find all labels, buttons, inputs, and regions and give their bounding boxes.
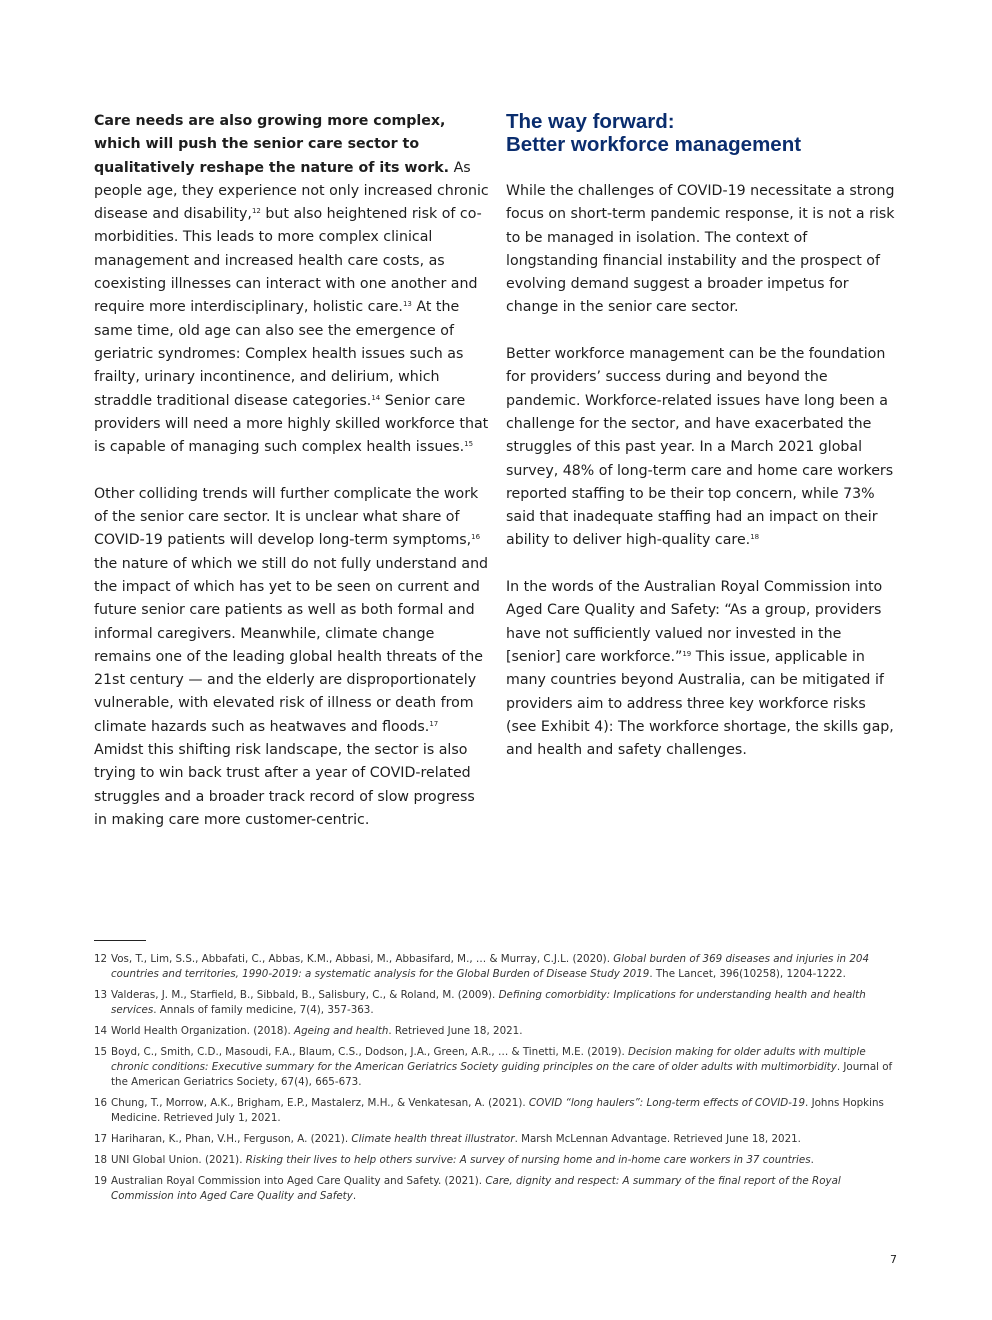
footnote-number: 12 xyxy=(94,953,108,965)
left-paragraph-2 xyxy=(94,483,489,832)
footnote xyxy=(94,1153,894,1168)
heading-line-1: The way forward: xyxy=(506,110,675,133)
footnote-ref[interactable]: 13 xyxy=(402,300,412,309)
footnote-authors: Australian Royal Commission into Aged Care Quality and Safety. (2021). xyxy=(111,1175,486,1187)
footnote-ref[interactable]: 15 xyxy=(464,440,474,449)
footnote-authors: UNI Global Union. (2021). xyxy=(111,1154,246,1166)
left-paragraph-1 xyxy=(94,110,489,459)
footnote-ref[interactable]: 19 xyxy=(682,649,692,658)
footnote-authors: Valderas, J. M., Starfield, B., Sibbald, B., Salisbury, C., & Roland, M. (2009). xyxy=(111,989,499,1001)
footnote-source: . Johns Hopkins Medicine. Retrieved July 1, 2021. xyxy=(111,1097,884,1124)
footnote xyxy=(94,1132,894,1147)
footnote-ref[interactable]: 18 xyxy=(750,533,760,542)
body-text: Amidst this shifting risk landscape, the sector is also trying to win back trust after a year of COVID-related struggles and a broader track record of slow progress in making care more customer-centric. xyxy=(94,742,475,828)
footnote-number: 16 xyxy=(94,1097,108,1109)
footnote-authors: Boyd, C., Smith, C.D., Masoudi, F.A., Blaum, C.S., Dodson, J.A., Green, A.R., … & Tinetti, M.E. (2019). xyxy=(111,1046,629,1058)
footnote-number: 13 xyxy=(94,989,108,1001)
footnote-source: . xyxy=(352,1190,357,1202)
body-text: At the same time, old age can also see the emergence of geriatric syndromes: Complex health issues such as frailty, urinary incontinence, and delirium, which straddle traditional disease categories. xyxy=(94,299,464,409)
footnote-number: 14 xyxy=(94,1025,108,1037)
right-paragraph-2 xyxy=(506,343,898,553)
footnote xyxy=(94,1024,894,1039)
body-text: Better workforce management can be the foundation for providers’ success during and beyond the pandemic. Workforce-related issues have long been a challenge for the sector, and have exacerbated the struggles of this past year. In a March 2021 global survey, 48% of long-term care and home care workers reported staffing to be their top concern, while 73% said that inadequate staffing had an impact on their ability to deliver high-quality care. xyxy=(506,346,894,549)
body-text: Senior care providers will need a more highly skilled workforce that is capable of managing such complex health issues. xyxy=(94,392,489,456)
footnote-source: . Journal of the American Geriatrics Society, 67(4), 665-673. xyxy=(111,1061,893,1088)
body-text: Other colliding trends will further complicate the work of the senior care sector. It is unclear what share of COVID-19 patients will develop long-term symptoms, xyxy=(94,485,479,549)
footnote-authors: World Health Organization. (2018). xyxy=(111,1025,295,1037)
footnote-title: Risking their lives to help others survive: A survey of nursing home and in-home care workers in 37 countries xyxy=(245,1154,811,1166)
body-text: but also heightened risk of co-morbidities. This leads to more complex clinical management and increased health care costs, as coexisting illnesses can interact with one another and require more interdisciplinary, holistic care. xyxy=(94,206,482,316)
footnote-ref[interactable]: 12 xyxy=(251,207,261,216)
footnote-title: Defining comorbidity: Implications for understanding health and health services xyxy=(111,989,866,1016)
right-column xyxy=(506,110,898,786)
footnote-source: . Marsh McLennan Advantage. Retrieved June 18, 2021. xyxy=(514,1133,801,1145)
footnote xyxy=(94,1096,894,1126)
footnote-source: . The Lancet, 396(10258), 1204-1222. xyxy=(649,968,846,980)
footnote xyxy=(94,952,894,982)
footnote-source: . Annals of family medicine, 7(4), 357-363. xyxy=(153,1004,374,1016)
footnote-title: Ageing and health xyxy=(294,1025,389,1037)
footnote-title: Care, dignity and respect: A summary of the final report of the Royal Commission into Aged Care Quality and Safety xyxy=(111,1175,841,1202)
left-column xyxy=(94,110,489,856)
footnote-number: 15 xyxy=(94,1046,108,1058)
footnote-authors: Hariharan, K., Phan, V.H., Ferguson, A. (2021). xyxy=(111,1133,352,1145)
footnote-authors: Chung, T., Morrow, A.K., Brigham, E.P., Mastalerz, M.H., & Venkatesan, A. (2021). xyxy=(111,1097,529,1109)
footnote-number: 17 xyxy=(94,1133,108,1145)
lead-sentence: Care needs are also growing more complex, which will push the senior care sector to qualitatively reshape the nature of its work. xyxy=(94,113,450,176)
footnote-authors: Vos, T., Lim, S.S., Abbafati, C., Abbas, K.M., Abbasi, M., Abbasifard, M., … & Murray, C.J.L. (2020). xyxy=(111,953,614,965)
footnote-ref[interactable]: 17 xyxy=(429,719,439,728)
footnote-title: COVID “long haulers”: Long-term effects of COVID-19 xyxy=(528,1097,806,1109)
right-paragraph-3 xyxy=(506,576,898,762)
right-paragraph-1: While the challenges of COVID-19 necessitate a strong focus on short-term pandemic response, it is not a risk to be managed in isolation. The context of longstanding financial instability and the prospect of evolving demand suggest a broader impetus for change in the senior care sector. xyxy=(506,183,895,316)
body-text: the nature of which we still do not fully understand and the impact of which has yet to be seen on current and future senior care patients as well as both formal and informal caregivers. Meanwhile, climate change remains one of the leading global health threats of the 21st century — and the elderly are disproportionately vulnerable, with elevated risk of illness or death from climate hazards such as heatwaves and floods. xyxy=(94,555,489,735)
footnote-source: . Retrieved June 18, 2021. xyxy=(388,1025,523,1037)
footnotes xyxy=(94,952,894,1210)
footnote-title: Decision making for older adults with multiple chronic conditions: Executive summary for the American Geriatrics Society guiding principles on the care of older adults with multimorbidity xyxy=(111,1046,866,1073)
footnote xyxy=(94,1045,894,1090)
section-heading xyxy=(506,110,898,156)
footnote-source: . xyxy=(810,1154,814,1166)
footnote-title: Climate health threat illustrator xyxy=(351,1133,515,1145)
heading-line-2: Better workforce management xyxy=(506,133,802,156)
footnote xyxy=(94,1174,894,1204)
body-text: As people age, they experience not only increased chronic disease and disability, xyxy=(94,159,489,223)
body-text: This issue, applicable in many countries beyond Australia, can be mitigated if providers aim to address three key workforce risks (see Exhibit 4): The workforce shortage, the skills gap, and health and safety challenges. xyxy=(506,648,894,759)
footnote-number: 18 xyxy=(94,1154,108,1166)
footnote-number: 19 xyxy=(94,1175,108,1187)
page-number: 7 xyxy=(890,1253,897,1266)
body-text: In the words of the Australian Royal Commission into Aged Care Quality and Safety: “As a group, providers have not sufficiently valued nor invested in the [senior] care workforce.” xyxy=(506,579,883,665)
footnote-ref[interactable]: 14 xyxy=(371,393,381,402)
footnote-ref[interactable]: 16 xyxy=(471,533,481,542)
footnote-divider xyxy=(94,940,146,941)
footnote-title: Global burden of 369 diseases and injuries in 204 countries and territories, 1990-2019: a systematic analysis for the Global Burden of Disease Study 2019 xyxy=(111,953,870,980)
footnote xyxy=(94,988,894,1018)
